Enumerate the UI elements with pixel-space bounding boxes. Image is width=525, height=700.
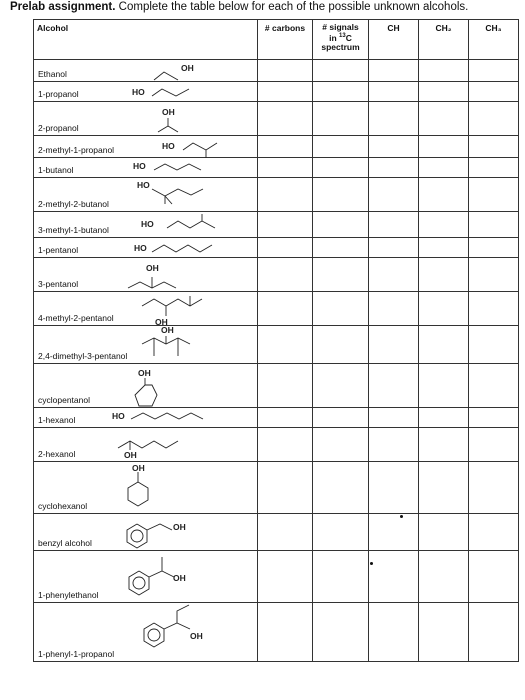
header-signals-sup: 13 [339, 33, 346, 39]
bond-line [128, 482, 148, 506]
header-alcohol: Alcohol [34, 20, 258, 60]
hydroxyl-label: OH [190, 631, 203, 641]
answer-cell-signals[interactable] [313, 60, 369, 82]
prelab-heading [10, 0, 520, 15]
answer-cell-signals[interactable] [313, 212, 369, 238]
answer-cell-signals[interactable] [313, 603, 369, 662]
answer-cell-ch[interactable] [369, 603, 419, 662]
bond-line [177, 605, 189, 623]
answer-cell-signals[interactable] [313, 551, 369, 603]
answer-cell-carbons[interactable] [258, 462, 313, 514]
bond-line [131, 413, 203, 419]
table-row [34, 408, 519, 428]
stray-dot-cyclohexanol [400, 515, 403, 518]
answer-cell-ch[interactable] [369, 238, 419, 258]
bond-line [118, 441, 178, 448]
answer-cell-ch[interactable] [369, 158, 419, 178]
answer-cell-ch2[interactable] [419, 258, 469, 292]
hydroxyl-label: OH [132, 463, 145, 473]
answer-cell-ch[interactable] [369, 136, 419, 158]
bond-line [165, 196, 172, 204]
table-row [34, 136, 519, 158]
table-row [34, 82, 519, 102]
alcohol-cell [34, 238, 258, 258]
answer-cell-ch3[interactable] [469, 238, 519, 258]
alcohol-name: 2-methyl-1-propanol [38, 145, 115, 155]
alcohol-name: cyclopentanol [38, 395, 90, 405]
table-row [34, 60, 519, 82]
answer-cell-ch2[interactable] [419, 551, 469, 603]
alcohol-cell [34, 326, 258, 364]
answer-cell-signals[interactable] [313, 238, 369, 258]
header-signals-line3: spectrum [321, 41, 360, 52]
answer-cell-ch3[interactable] [469, 364, 519, 408]
answer-cell-signals[interactable] [313, 292, 369, 326]
answer-cell-ch[interactable] [369, 212, 419, 238]
answer-cell-signals[interactable] [313, 258, 369, 292]
answer-cell-ch[interactable] [369, 428, 419, 462]
answer-cell-ch3[interactable] [469, 292, 519, 326]
answer-cell-carbons[interactable] [258, 238, 313, 258]
alcohol-name: 2-hexanol [38, 449, 76, 459]
alcohol-cell [34, 258, 258, 292]
answer-cell-ch2[interactable] [419, 158, 469, 178]
hydroxyl-label: HO [134, 243, 147, 253]
header-signals-line2: in [329, 32, 340, 43]
answer-cell-carbons[interactable] [258, 258, 313, 292]
heading-bold: Prelab assignment. [10, 1, 116, 13]
hydroxyl-label: OH [155, 317, 168, 326]
table-row [34, 178, 519, 212]
table-row [34, 258, 519, 292]
answer-cell-ch2[interactable] [419, 514, 469, 551]
hydroxyl-label: OH [161, 326, 174, 335]
header-ch3: CH₃ [469, 20, 519, 60]
alcohol-name: 2-methyl-2-butanol [38, 199, 109, 209]
answer-cell-carbons[interactable] [258, 158, 313, 178]
answer-cell-ch2[interactable] [419, 462, 469, 514]
table-row [34, 158, 519, 178]
answer-cell-ch[interactable] [369, 292, 419, 326]
alcohol-cell [34, 82, 258, 102]
answer-cell-signals[interactable] [313, 462, 369, 514]
answer-cell-ch[interactable] [369, 408, 419, 428]
alcohol-name: cyclohexanol [38, 501, 88, 511]
alcohol-cell [34, 292, 258, 326]
header-row [34, 20, 519, 60]
answer-cell-carbons[interactable] [258, 292, 313, 326]
answer-cell-ch2[interactable] [419, 326, 469, 364]
table-row [34, 603, 519, 662]
hydroxyl-label: OH [146, 263, 159, 273]
answer-cell-signals[interactable] [313, 82, 369, 102]
hydroxyl-label: HO [162, 141, 175, 151]
table-body [34, 60, 519, 662]
alcohol-name: 2,4-dimethyl-3-pentanol [38, 351, 128, 361]
table-row [34, 212, 519, 238]
alcohol-name: Ethanol [38, 69, 67, 79]
hydroxyl-label: HO [137, 180, 150, 190]
answer-cell-ch3[interactable] [469, 551, 519, 603]
alcohol-cell [34, 428, 258, 462]
answer-cell-signals[interactable] [313, 326, 369, 364]
table-row [34, 514, 519, 551]
answer-cell-ch3[interactable] [469, 408, 519, 428]
bond-line [183, 143, 217, 150]
answer-cell-carbons[interactable] [258, 212, 313, 238]
header-carbons: # carbons [258, 20, 313, 60]
bond-line [142, 299, 202, 306]
stray-dot-benzyl-alcohol [370, 562, 373, 565]
answer-cell-signals[interactable] [313, 136, 369, 158]
answer-cell-carbons[interactable] [258, 60, 313, 82]
alcohol-cell [34, 158, 258, 178]
answer-cell-ch2[interactable] [419, 238, 469, 258]
table-row [34, 462, 519, 514]
answer-cell-carbons[interactable] [258, 364, 313, 408]
answer-cell-ch3[interactable] [469, 178, 519, 212]
bond-line [129, 571, 149, 595]
answer-cell-ch3[interactable] [469, 82, 519, 102]
heading-text: Complete the table below for each of the possible unknown alcohols. [115, 1, 469, 13]
header-signals-c: C [345, 32, 352, 43]
answer-cell-carbons[interactable] [258, 408, 313, 428]
answer-cell-ch[interactable] [369, 102, 419, 136]
bond-line [167, 221, 215, 228]
answer-cell-ch[interactable] [369, 178, 419, 212]
answer-cell-ch2[interactable] [419, 364, 469, 408]
alcohol-name: 1-hexanol [38, 415, 76, 425]
answer-cell-signals[interactable] [313, 408, 369, 428]
answer-cell-ch3[interactable] [469, 428, 519, 462]
alcohol-name: 1-butanol [38, 165, 74, 175]
alcohol-name: 4-methyl-2-pentanol [38, 313, 114, 323]
alcohol-cell [34, 178, 258, 212]
table-row [34, 428, 519, 462]
table-row [34, 326, 519, 364]
answer-cell-ch[interactable] [369, 82, 419, 102]
table-row [34, 102, 519, 136]
hydroxyl-label: OH [162, 107, 175, 117]
answer-cell-signals[interactable] [313, 428, 369, 462]
hydroxyl-label: HO [141, 219, 154, 229]
alcohol-name: 1-phenyl-1-propanol [38, 649, 115, 659]
bond-line [127, 524, 147, 548]
alcohol-cell [34, 136, 258, 158]
bond-line [152, 245, 212, 252]
bond-line [149, 571, 174, 577]
answer-cell-signals[interactable] [313, 178, 369, 212]
bond-line [152, 189, 203, 196]
alcohol-cell [34, 102, 258, 136]
answer-cell-ch3[interactable] [469, 514, 519, 551]
alcohol-name: 1-phenylethanol [38, 590, 99, 600]
header-ch2: CH₂ [419, 20, 469, 60]
alcohol-name: 3-pentanol [38, 279, 79, 289]
bond-line [144, 623, 164, 647]
answer-cell-ch2[interactable] [419, 408, 469, 428]
alcohol-name: 2-propanol [38, 123, 79, 133]
bond-line [154, 164, 201, 170]
alcohol-name: 1-propanol [38, 89, 79, 99]
alcohol-cell [34, 408, 258, 428]
hydroxyl-label: HO [112, 411, 125, 421]
answer-cell-ch2[interactable] [419, 428, 469, 462]
answer-cell-carbons[interactable] [258, 136, 313, 158]
alcohol-cell [34, 551, 258, 603]
alcohol-cell [34, 603, 258, 662]
table-row [34, 551, 519, 603]
bond-line [147, 524, 172, 530]
alcohol-cell [34, 364, 258, 408]
alcohol-cell [34, 514, 258, 551]
answer-cell-ch3[interactable] [469, 136, 519, 158]
bond-line [164, 623, 190, 629]
answer-cell-carbons[interactable] [258, 603, 313, 662]
answer-cell-ch3[interactable] [469, 326, 519, 364]
answer-cell-signals[interactable] [313, 514, 369, 551]
answer-cell-ch[interactable] [369, 60, 419, 82]
aromatic-ring [133, 577, 145, 589]
answer-cell-signals[interactable] [313, 364, 369, 408]
answer-cell-ch[interactable] [369, 326, 419, 364]
answer-cell-ch3[interactable] [469, 102, 519, 136]
alcohol-name: 3-methyl-1-butanol [38, 225, 109, 235]
answer-cell-ch3[interactable] [469, 60, 519, 82]
alcohol-name: 1-pentanol [38, 245, 79, 255]
answer-cell-carbons[interactable] [258, 102, 313, 136]
answer-cell-carbons[interactable] [258, 428, 313, 462]
alcohol-cell [34, 60, 258, 82]
alcohol-name: benzyl alcohol [38, 538, 92, 548]
answer-cell-ch2[interactable] [419, 603, 469, 662]
answer-cell-ch3[interactable] [469, 258, 519, 292]
answer-cell-ch[interactable] [369, 364, 419, 408]
aromatic-ring [148, 629, 160, 641]
answer-cell-ch2[interactable] [419, 292, 469, 326]
answer-cell-ch2[interactable] [419, 102, 469, 136]
hydroxyl-label: HO [132, 87, 145, 97]
header-signals [313, 20, 369, 60]
answer-cell-ch[interactable] [369, 551, 419, 603]
answer-cell-ch2[interactable] [419, 136, 469, 158]
table-row [34, 238, 519, 258]
hydroxyl-label: OH [173, 573, 186, 583]
answer-cell-carbons[interactable] [258, 551, 313, 603]
table-row [34, 364, 519, 408]
alcohol-cell [34, 212, 258, 238]
answer-cell-carbons[interactable] [258, 326, 313, 364]
bond-line [154, 72, 178, 80]
hydroxyl-label: OH [181, 63, 194, 73]
answer-cell-ch2[interactable] [419, 82, 469, 102]
answer-cell-ch[interactable] [369, 462, 419, 514]
bond-line [135, 385, 157, 406]
aromatic-ring [131, 530, 143, 542]
answer-cell-ch3[interactable] [469, 158, 519, 178]
answer-cell-ch[interactable] [369, 514, 419, 551]
answer-cell-ch3[interactable] [469, 462, 519, 514]
hydroxyl-label: OH [138, 368, 151, 378]
hydroxyl-label: OH [124, 450, 137, 460]
answer-cell-ch3[interactable] [469, 603, 519, 662]
bond-line [152, 89, 189, 96]
hydroxyl-label: OH [173, 522, 186, 532]
answer-cell-ch2[interactable] [419, 212, 469, 238]
structure-diagram [34, 60, 258, 82]
answer-cell-signals[interactable] [313, 102, 369, 136]
table-row [34, 292, 519, 326]
answer-cell-ch[interactable] [369, 258, 419, 292]
alcohol-table [33, 19, 519, 662]
alcohol-cell [34, 462, 258, 514]
answer-cell-carbons[interactable] [258, 82, 313, 102]
hydroxyl-label: HO [133, 161, 146, 171]
header-ch: CH [369, 20, 419, 60]
answer-cell-signals[interactable] [313, 158, 369, 178]
bond-line [158, 126, 178, 132]
answer-cell-carbons[interactable] [258, 178, 313, 212]
answer-cell-ch2[interactable] [419, 60, 469, 82]
header-signals-line1: # signals [322, 22, 359, 32]
answer-cell-ch2[interactable] [419, 178, 469, 212]
answer-cell-ch3[interactable] [469, 212, 519, 238]
answer-cell-carbons[interactable] [258, 514, 313, 551]
